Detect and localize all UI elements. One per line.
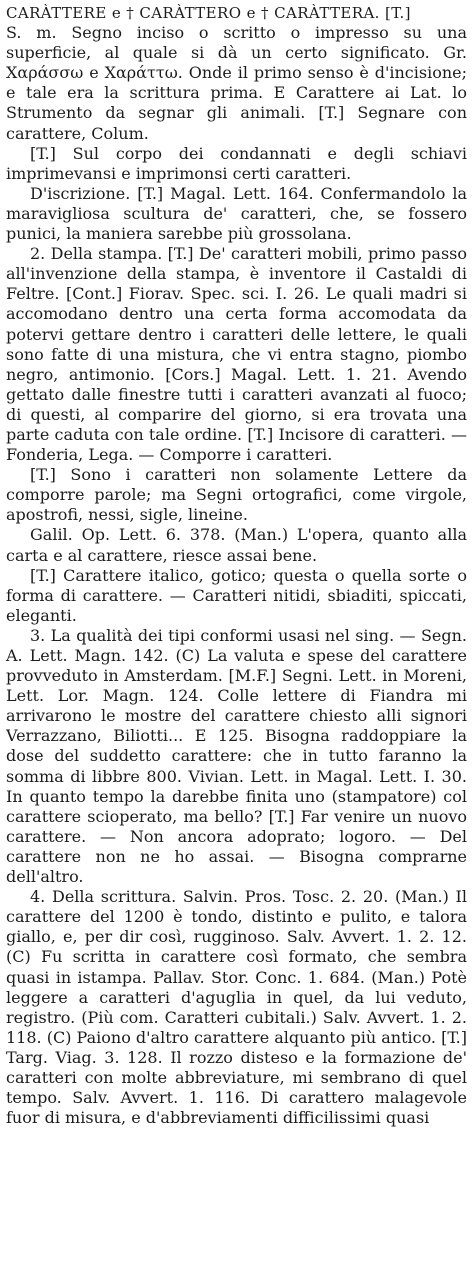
definition-paragraph: [T.] Carattere italico, gotico; questa o quella sorte o forma di carattere. — Caratteri nitidi, sbiaditi, spiccati, eleganti. xyxy=(6,565,467,625)
definition-paragraph: D'iscrizione. [T.] Magal. Lett. 164. Confermandolo la maravigliosa scultura de' caratteri, che, se fossero punici, la maniera sarebbe più grossolana. xyxy=(6,183,467,244)
entry-headword: CARÀTTERE e † CARÀTTERO e † CARÀTTERA. [T.] xyxy=(6,4,411,22)
sense-4-paragraph: 4. Della scrittura. Salvin. Pros. Tosc. 2. 20. (Man.) Il carattere del 1200 è tondo, distinto e pulito, e talora giallo, e, per dir così, rugginoso. Salv. Avvert. 1. 2. 12. (C) Fu scritta in carattere così formato, che sembra quasi in istampa. Pallav. Stor. Conc. 1. 684. (Man.) Potè leggere a caratteri d'aguglia in quel, da lui veduto, registro. (Più com. Caratteri cubitali.) Salv. Avvert. 1. 2. 118. (C) Paiono d'altro carattere alquanto più antico. [T.] Targ. Viag. 3. 128. Il rozzo disteso e la formazione de' caratteri con molte abbreviature, mi sembrano di quel tempo. Salv. Avvert. 1. 116. Di carattero malagevole fuor di misura, e d'abbreviamenti difficilissimi quasi xyxy=(6,887,467,1128)
sense-3-paragraph: 3. La qualità dei tipi conformi usasi nel sing. — Segn. A. Lett. Magn. 142. (C) La valuta e spese del carattere provveduto in Amsterdam. [M.F.] Segni. Lett. in Moreni, Lett. Lor. Magn. 124. Colle lettere di Fiandra mi arrivarono le mostre del carattere chiesto alli signori Verrazzano, Biliotti... E 125. Bisogna raddoppiare la dose del suddetto carattere: che in tutto faranno la somma di libbre 800. Vivian. Lett. in Magal. Lett. I. 30. In quanto tempo la darebbe finita uno (stampatore) col carattere scioperato, ma bello? [T.] Far venire un nuovo carattere. — Non ancora adoprato; logoro. — Del carattere non ne ho assai. — Bisogna comprarne dell'altro. xyxy=(6,625,467,887)
definition-paragraph: [T.] Sul corpo dei condannati e degli schiavi imprimevansi e imprimonsi certi caratteri. xyxy=(6,143,467,183)
definition-paragraph: [T.] Sono i caratteri non solamente Lettere da comporre parole; ma Segni ortografici, come virgole, apostrofi, nessi, sigle, lineine. xyxy=(6,465,467,525)
definition-paragraph: S. m. Segno inciso o scritto o impresso su una superficie, al quale si dà un certo significato. Gr. Χαράσσω e Χαράττω. Onde il primo senso è d'incisione; e tale era la scrittura prima. E Carattere ai Lat. lo Strumento da segnar gli animali. [T.] Segnare con carattere, Colum. xyxy=(6,23,467,143)
sense-2-paragraph: 2. Della stampa. [T.] De' caratteri mobili, primo passo all'invenzione della stampa, è inventore il Castaldi di Feltre. [Cont.] Fiorav. Spec. sci. I. 26. Le quali madri si accomodano dentro una certa forma accomodata da potervi gettare dentro i caratteri delle lettere, le quali sono fatte di una mistura, che vi entra stagno, piombo negro, antimonio. [Cors.] Magal. Lett. 1. 21. Avendo gettato dalle finestre tutti i caratteri avanzati al fuoco; di questi, al comparire del giorno, si era trovata una parte caduta con tale ordine. [T.] Incisore di caratteri. — Fonderia, Lega. — Comporre i caratteri. xyxy=(6,244,467,465)
citation-paragraph: Galil. Op. Lett. 6. 378. (Man.) L'opera, quanto alla carta e al carattere, riesce assai bene. xyxy=(6,525,467,565)
